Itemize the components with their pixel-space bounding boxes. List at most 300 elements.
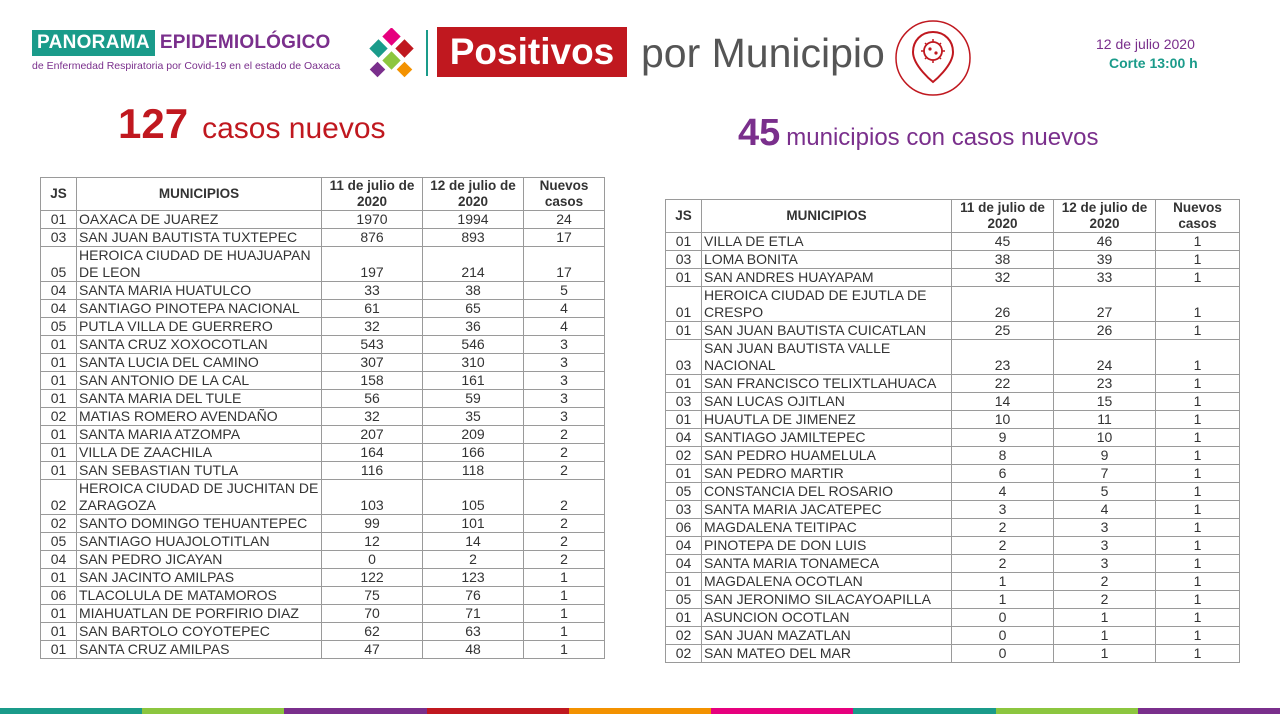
cell-js: 01 (666, 573, 702, 591)
cell-municipio: PUTLA VILLA DE GUERRERO (77, 318, 322, 336)
cell-js: 04 (41, 551, 77, 569)
municipalities-summary (738, 112, 1098, 155)
cell-prev-cases: 2 (952, 555, 1054, 573)
cell-new-cases: 2 (524, 551, 605, 569)
cell-js: 01 (41, 605, 77, 623)
cell-curr-cases: 26 (1054, 322, 1156, 340)
cell-municipio: CONSTANCIA DEL ROSARIO (702, 483, 952, 501)
cell-municipio: SAN JERONIMO SILACAYOAPILLA (702, 591, 952, 609)
table-row (666, 627, 1240, 645)
cell-municipio: LOMA BONITA (702, 251, 952, 269)
table-row (41, 515, 605, 533)
cell-js: 02 (41, 515, 77, 533)
cell-curr-cases: 7 (1054, 465, 1156, 483)
cell-prev-cases: 6 (952, 465, 1054, 483)
cell-prev-cases: 116 (322, 462, 423, 480)
table-row (666, 233, 1240, 251)
table-header-row (666, 200, 1240, 233)
cell-new-cases: 1 (1156, 609, 1240, 627)
cell-new-cases: 1 (1156, 465, 1240, 483)
header-new-cases: Nuevos casos (524, 178, 605, 211)
cell-curr-cases: 76 (423, 587, 524, 605)
cell-curr-cases: 38 (423, 282, 524, 300)
cell-municipio: SANTO DOMINGO TEHUANTEPEC (77, 515, 322, 533)
cell-new-cases: 1 (1156, 340, 1240, 375)
cell-curr-cases: 214 (423, 247, 524, 282)
cell-municipio: SANTA LUCIA DEL CAMINO (77, 354, 322, 372)
cell-prev-cases: 25 (952, 322, 1054, 340)
header-new-cases: Nuevos casos (1156, 200, 1240, 233)
bottom-color-stripe (0, 708, 1280, 714)
cell-curr-cases: 2 (1054, 591, 1156, 609)
table-row (41, 408, 605, 426)
cell-municipio: MAGDALENA OCOTLAN (702, 573, 952, 591)
cell-js: 02 (666, 645, 702, 663)
cell-prev-cases: 12 (322, 533, 423, 551)
cell-new-cases: 2 (524, 462, 605, 480)
cell-new-cases: 1 (1156, 519, 1240, 537)
cell-municipio: SAN JUAN BAUTISTA TUXTEPEC (77, 229, 322, 247)
cell-prev-cases: 1 (952, 573, 1054, 591)
cell-prev-cases: 307 (322, 354, 423, 372)
cell-curr-cases: 23 (1054, 375, 1156, 393)
table-row (666, 483, 1240, 501)
cell-curr-cases: 1 (1054, 627, 1156, 645)
table-row (41, 462, 605, 480)
table-row (666, 411, 1240, 429)
cell-prev-cases: 47 (322, 641, 423, 659)
cell-js: 03 (666, 501, 702, 519)
cell-js: 05 (41, 318, 77, 336)
cell-new-cases: 1 (524, 587, 605, 605)
cell-js: 01 (41, 211, 77, 229)
cell-curr-cases: 3 (1054, 555, 1156, 573)
cell-municipio: VILLA DE ETLA (702, 233, 952, 251)
cell-municipio: HEROICA CIUDAD DE HUAJUAPAN DE LEON (77, 247, 322, 282)
table-row (41, 605, 605, 623)
cell-new-cases: 4 (524, 318, 605, 336)
stripe-segment (284, 708, 426, 714)
logo-diamonds-icon (368, 28, 418, 78)
cell-js: 05 (666, 483, 702, 501)
cell-new-cases: 5 (524, 282, 605, 300)
cell-js: 01 (666, 322, 702, 340)
cell-new-cases: 1 (1156, 537, 1240, 555)
table-row (666, 519, 1240, 537)
cell-js: 03 (666, 340, 702, 375)
cell-prev-cases: 14 (952, 393, 1054, 411)
cell-curr-cases: 310 (423, 354, 524, 372)
header-js: JS (41, 178, 77, 211)
cell-js: 03 (41, 229, 77, 247)
cell-curr-cases: 27 (1054, 287, 1156, 322)
cell-municipio: SAN JACINTO AMILPAS (77, 569, 322, 587)
cell-js: 03 (666, 393, 702, 411)
cell-new-cases: 1 (524, 641, 605, 659)
cell-prev-cases: 0 (952, 609, 1054, 627)
table-header-row (41, 178, 605, 211)
cell-new-cases: 1 (1156, 501, 1240, 519)
cell-js: 01 (41, 462, 77, 480)
cell-municipio: PINOTEPA DE DON LUIS (702, 537, 952, 555)
cell-js: 05 (41, 533, 77, 551)
cell-new-cases: 1 (1156, 483, 1240, 501)
cell-new-cases: 1 (1156, 573, 1240, 591)
cell-js: 05 (666, 591, 702, 609)
cell-prev-cases: 3 (952, 501, 1054, 519)
cell-municipio: MATIAS ROMERO AVENDAÑO (77, 408, 322, 426)
cell-municipio: SAN PEDRO MARTIR (702, 465, 952, 483)
table-row (41, 480, 605, 515)
cell-municipio: MIAHUATLAN DE PORFIRIO DIAZ (77, 605, 322, 623)
cell-municipio: SANTIAGO PINOTEPA NACIONAL (77, 300, 322, 318)
cell-new-cases: 1 (1156, 591, 1240, 609)
cell-curr-cases: 101 (423, 515, 524, 533)
cell-new-cases: 1 (1156, 447, 1240, 465)
cell-prev-cases: 8 (952, 447, 1054, 465)
stripe-segment (142, 708, 284, 714)
cell-curr-cases: 209 (423, 426, 524, 444)
cell-curr-cases: 11 (1054, 411, 1156, 429)
table-row (41, 390, 605, 408)
cell-curr-cases: 39 (1054, 251, 1156, 269)
table-row (666, 501, 1240, 519)
cell-prev-cases: 22 (952, 375, 1054, 393)
cell-curr-cases: 59 (423, 390, 524, 408)
cell-new-cases: 17 (524, 229, 605, 247)
table-row (41, 336, 605, 354)
table-row (666, 447, 1240, 465)
cell-curr-cases: 893 (423, 229, 524, 247)
cell-municipio: HEROICA CIUDAD DE EJUTLA DE CRESPO (702, 287, 952, 322)
cell-js: 04 (41, 300, 77, 318)
cell-prev-cases: 70 (322, 605, 423, 623)
table-row (41, 533, 605, 551)
cell-prev-cases: 0 (952, 627, 1054, 645)
cell-new-cases: 3 (524, 390, 605, 408)
cell-js: 01 (666, 609, 702, 627)
table-row (666, 591, 1240, 609)
header-municipios: MUNICIPIOS (77, 178, 322, 211)
cell-prev-cases: 75 (322, 587, 423, 605)
cell-new-cases: 1 (524, 605, 605, 623)
table-row (41, 247, 605, 282)
cell-curr-cases: 46 (1054, 233, 1156, 251)
cutoff-time: Corte 13:00 h (1109, 55, 1198, 71)
cell-municipio: SAN ANDRES HUAYAPAM (702, 269, 952, 287)
cell-new-cases: 1 (1156, 233, 1240, 251)
cell-curr-cases: 5 (1054, 483, 1156, 501)
table-row (41, 444, 605, 462)
cell-prev-cases: 23 (952, 340, 1054, 375)
cell-prev-cases: 0 (322, 551, 423, 569)
table-row (666, 340, 1240, 375)
cell-new-cases: 17 (524, 247, 605, 282)
cell-new-cases: 2 (524, 480, 605, 515)
cell-curr-cases: 2 (423, 551, 524, 569)
new-cases-summary (118, 100, 386, 148)
logo-panorama-text: PANORAMA (32, 30, 155, 56)
table-body-left (41, 211, 605, 659)
table-row (666, 393, 1240, 411)
cell-js: 01 (41, 641, 77, 659)
cell-municipio: SANTA CRUZ AMILPAS (77, 641, 322, 659)
cell-new-cases: 1 (1156, 645, 1240, 663)
cell-js: 02 (41, 480, 77, 515)
cell-new-cases: 1 (1156, 429, 1240, 447)
cell-js: 01 (666, 411, 702, 429)
table-row (666, 645, 1240, 663)
cell-curr-cases: 2 (1054, 573, 1156, 591)
cell-js: 01 (41, 354, 77, 372)
cell-municipio: SANTIAGO HUAJOLOTITLAN (77, 533, 322, 551)
stripe-segment (853, 708, 995, 714)
table-row (666, 609, 1240, 627)
table-row (41, 211, 605, 229)
cell-js: 01 (41, 336, 77, 354)
cell-prev-cases: 207 (322, 426, 423, 444)
cell-js: 06 (666, 519, 702, 537)
cell-prev-cases: 61 (322, 300, 423, 318)
cell-prev-cases: 26 (952, 287, 1054, 322)
cell-prev-cases: 9 (952, 429, 1054, 447)
cell-curr-cases: 63 (423, 623, 524, 641)
cases-table-right (665, 199, 1240, 663)
cell-municipio: HEROICA CIUDAD DE JUCHITAN DE ZARAGOZA (77, 480, 322, 515)
cell-new-cases: 3 (524, 336, 605, 354)
cell-new-cases: 1 (524, 569, 605, 587)
cell-curr-cases: 3 (1054, 537, 1156, 555)
logo-epidemiologico-text: EPIDEMIOLÓGICO (159, 32, 331, 53)
cell-js: 01 (666, 287, 702, 322)
table-row (41, 587, 605, 605)
virus-location-pin-icon (893, 18, 973, 98)
cell-js: 04 (666, 429, 702, 447)
cell-municipio: SAN JUAN BAUTISTA CUICATLAN (702, 322, 952, 340)
cell-prev-cases: 197 (322, 247, 423, 282)
cell-curr-cases: 65 (423, 300, 524, 318)
cell-curr-cases: 105 (423, 480, 524, 515)
cell-js: 04 (41, 282, 77, 300)
cell-curr-cases: 48 (423, 641, 524, 659)
cell-js: 02 (41, 408, 77, 426)
stripe-segment (1138, 708, 1280, 714)
cell-prev-cases: 2 (952, 519, 1054, 537)
cell-js: 01 (41, 623, 77, 641)
cell-curr-cases: 1 (1054, 645, 1156, 663)
cell-curr-cases: 118 (423, 462, 524, 480)
cell-js: 01 (41, 569, 77, 587)
table-body-right (666, 233, 1240, 663)
table-row (666, 429, 1240, 447)
report-date: 12 de julio 2020 (1096, 36, 1195, 52)
cell-curr-cases: 1 (1054, 609, 1156, 627)
table-row (666, 537, 1240, 555)
cell-prev-cases: 543 (322, 336, 423, 354)
header-prev-date: 11 de julio de 2020 (322, 178, 423, 211)
cell-js: 05 (41, 247, 77, 282)
logo-subtitle: de Enfermedad Respiratoria por Covid-19 en el estado de Oaxaca (32, 60, 341, 72)
cell-municipio: SAN JUAN BAUTISTA VALLE NACIONAL (702, 340, 952, 375)
cell-new-cases: 4 (524, 300, 605, 318)
cell-prev-cases: 122 (322, 569, 423, 587)
cell-js: 01 (41, 390, 77, 408)
header-prev-date: 11 de julio de 2020 (952, 200, 1054, 233)
stripe-segment (996, 708, 1138, 714)
table-row (666, 251, 1240, 269)
stripe-segment (711, 708, 853, 714)
cell-municipio: SAN BARTOLO COYOTEPEC (77, 623, 322, 641)
header-divider (426, 30, 428, 76)
cell-prev-cases: 99 (322, 515, 423, 533)
cell-prev-cases: 2 (952, 537, 1054, 555)
cell-municipio: ASUNCION OCOTLAN (702, 609, 952, 627)
cell-municipio: OAXACA DE JUAREZ (77, 211, 322, 229)
cell-new-cases: 3 (524, 408, 605, 426)
cell-curr-cases: 10 (1054, 429, 1156, 447)
cell-new-cases: 1 (1156, 322, 1240, 340)
cell-municipio: SAN PEDRO HUAMELULA (702, 447, 952, 465)
cell-curr-cases: 1994 (423, 211, 524, 229)
table-row (41, 426, 605, 444)
cell-municipio: VILLA DE ZAACHILA (77, 444, 322, 462)
cell-js: 01 (666, 233, 702, 251)
cell-js: 01 (666, 375, 702, 393)
stripe-segment (427, 708, 569, 714)
cell-municipio: SAN LUCAS OJITLAN (702, 393, 952, 411)
cell-curr-cases: 24 (1054, 340, 1156, 375)
cell-prev-cases: 38 (952, 251, 1054, 269)
cell-prev-cases: 4 (952, 483, 1054, 501)
cell-curr-cases: 9 (1054, 447, 1156, 465)
cell-municipio: SAN FRANCISCO TELIXTLAHUACA (702, 375, 952, 393)
new-cases-number: 127 (118, 100, 189, 147)
table-row (41, 229, 605, 247)
cell-js: 01 (41, 444, 77, 462)
table-row (41, 641, 605, 659)
cell-js: 04 (666, 537, 702, 555)
table-row (41, 318, 605, 336)
table-row (41, 623, 605, 641)
cell-prev-cases: 1970 (322, 211, 423, 229)
table-row (41, 282, 605, 300)
cell-prev-cases: 876 (322, 229, 423, 247)
cell-curr-cases: 546 (423, 336, 524, 354)
cell-prev-cases: 62 (322, 623, 423, 641)
table-row (666, 555, 1240, 573)
table-row (666, 322, 1240, 340)
cell-prev-cases: 0 (952, 645, 1054, 663)
cell-js: 06 (41, 587, 77, 605)
cell-prev-cases: 10 (952, 411, 1054, 429)
cell-curr-cases: 33 (1054, 269, 1156, 287)
cell-new-cases: 1 (1156, 375, 1240, 393)
cases-table-left (40, 177, 605, 659)
cell-municipio: MAGDALENA TEITIPAC (702, 519, 952, 537)
cell-curr-cases: 35 (423, 408, 524, 426)
cell-new-cases: 1 (1156, 627, 1240, 645)
table-row (41, 300, 605, 318)
cell-curr-cases: 4 (1054, 501, 1156, 519)
cell-municipio: SANTA MARIA DEL TULE (77, 390, 322, 408)
cell-curr-cases: 161 (423, 372, 524, 390)
title-rest: por Municipio (641, 30, 885, 76)
cell-prev-cases: 158 (322, 372, 423, 390)
cell-prev-cases: 1 (952, 591, 1054, 609)
table-row (666, 465, 1240, 483)
cell-prev-cases: 56 (322, 390, 423, 408)
cell-new-cases: 1 (1156, 287, 1240, 322)
cell-municipio: TLACOLULA DE MATAMOROS (77, 587, 322, 605)
cell-municipio: SAN MATEO DEL MAR (702, 645, 952, 663)
cell-new-cases: 1 (1156, 251, 1240, 269)
cell-js: 04 (666, 555, 702, 573)
cell-prev-cases: 32 (322, 318, 423, 336)
stripe-segment (569, 708, 711, 714)
title-highlight: Positivos (437, 27, 627, 77)
cell-new-cases: 1 (1156, 555, 1240, 573)
cell-prev-cases: 45 (952, 233, 1054, 251)
cell-curr-cases: 36 (423, 318, 524, 336)
cell-municipio: SANTA MARIA JACATEPEC (702, 501, 952, 519)
header-curr-date: 12 de julio de 2020 (1054, 200, 1156, 233)
cell-js: 02 (666, 447, 702, 465)
cell-municipio: SANTA CRUZ XOXOCOTLAN (77, 336, 322, 354)
cell-prev-cases: 32 (952, 269, 1054, 287)
cell-js: 03 (666, 251, 702, 269)
cell-municipio: SANTA MARIA HUATULCO (77, 282, 322, 300)
cell-new-cases: 3 (524, 354, 605, 372)
cell-curr-cases: 14 (423, 533, 524, 551)
cell-municipio: SAN PEDRO JICAYAN (77, 551, 322, 569)
cell-curr-cases: 166 (423, 444, 524, 462)
cell-prev-cases: 164 (322, 444, 423, 462)
cell-js: 01 (41, 426, 77, 444)
municipalities-label: municipios con casos nuevos (786, 124, 1099, 151)
cell-municipio: SAN ANTONIO DE LA CAL (77, 372, 322, 390)
municipalities-number: 45 (738, 112, 781, 154)
cell-js: 02 (666, 627, 702, 645)
cell-municipio: HUAUTLA DE JIMENEZ (702, 411, 952, 429)
cell-curr-cases: 71 (423, 605, 524, 623)
cell-new-cases: 2 (524, 533, 605, 551)
cell-new-cases: 3 (524, 372, 605, 390)
table-row (41, 569, 605, 587)
table-row (666, 573, 1240, 591)
cell-new-cases: 1 (1156, 411, 1240, 429)
table-row (41, 354, 605, 372)
cell-municipio: SAN JUAN MAZATLAN (702, 627, 952, 645)
cell-prev-cases: 103 (322, 480, 423, 515)
cell-js: 01 (41, 372, 77, 390)
new-cases-label: casos nuevos (202, 112, 386, 145)
cell-new-cases: 2 (524, 426, 605, 444)
cell-new-cases: 1 (524, 623, 605, 641)
cell-curr-cases: 123 (423, 569, 524, 587)
cell-new-cases: 1 (1156, 269, 1240, 287)
cell-prev-cases: 32 (322, 408, 423, 426)
table-row (666, 287, 1240, 322)
cell-municipio: SAN SEBASTIAN TUTLA (77, 462, 322, 480)
header-curr-date: 12 de julio de 2020 (423, 178, 524, 211)
cell-municipio: SANTIAGO JAMILTEPEC (702, 429, 952, 447)
cell-curr-cases: 15 (1054, 393, 1156, 411)
cell-new-cases: 2 (524, 515, 605, 533)
cell-prev-cases: 33 (322, 282, 423, 300)
panorama-logo (32, 30, 417, 78)
header-js: JS (666, 200, 702, 233)
cell-municipio: SANTA MARIA ATZOMPA (77, 426, 322, 444)
